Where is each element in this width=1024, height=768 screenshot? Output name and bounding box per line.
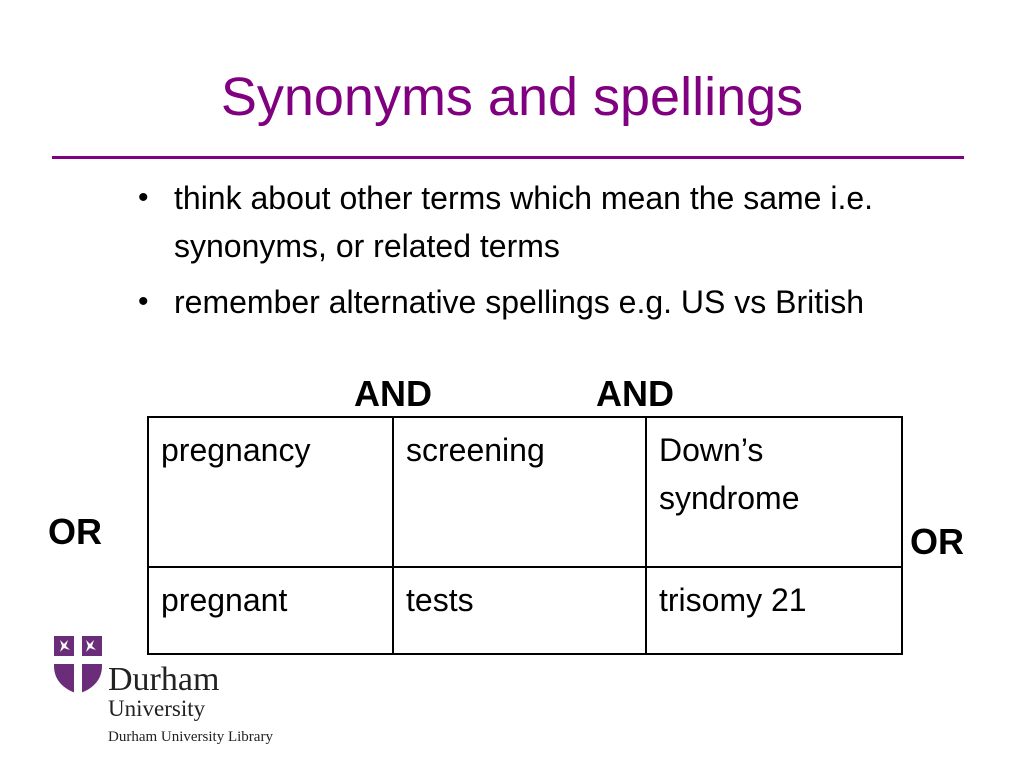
search-terms-table <box>147 416 903 655</box>
bullet-text: think about other terms which mean the same i.e. synonyms, or related terms <box>174 180 874 264</box>
and-operator-2: AND <box>596 373 674 414</box>
table-cell: trisomy 21 <box>646 567 902 654</box>
bullet-list <box>130 174 930 334</box>
durham-crest-icon <box>50 632 106 696</box>
bullet-item <box>130 278 930 326</box>
bullet-text: remember alternative spellings e.g. US vs British <box>174 284 865 320</box>
table-cell: Down’s syndrome <box>646 417 902 567</box>
table-cell: tests <box>393 567 646 654</box>
durham-logo <box>50 632 310 752</box>
logo-institution: Durham <box>108 661 220 698</box>
table-cell: pregnancy <box>148 417 393 567</box>
table-cell: pregnant <box>148 567 393 654</box>
or-operator-right: OR <box>910 521 964 562</box>
logo-library-name: Durham University Library <box>108 729 273 745</box>
and-operator-1: AND <box>354 373 432 414</box>
bullet-marker: • <box>138 285 149 318</box>
title-divider <box>52 156 964 159</box>
logo-institution-sub: University <box>108 696 206 721</box>
bullet-marker: • <box>138 181 149 214</box>
table-row <box>148 417 902 567</box>
bullet-item <box>130 174 930 270</box>
or-operator-left: OR <box>48 511 102 552</box>
slide-title: Synonyms and spellings <box>220 67 804 127</box>
table-cell: screening <box>393 417 646 567</box>
